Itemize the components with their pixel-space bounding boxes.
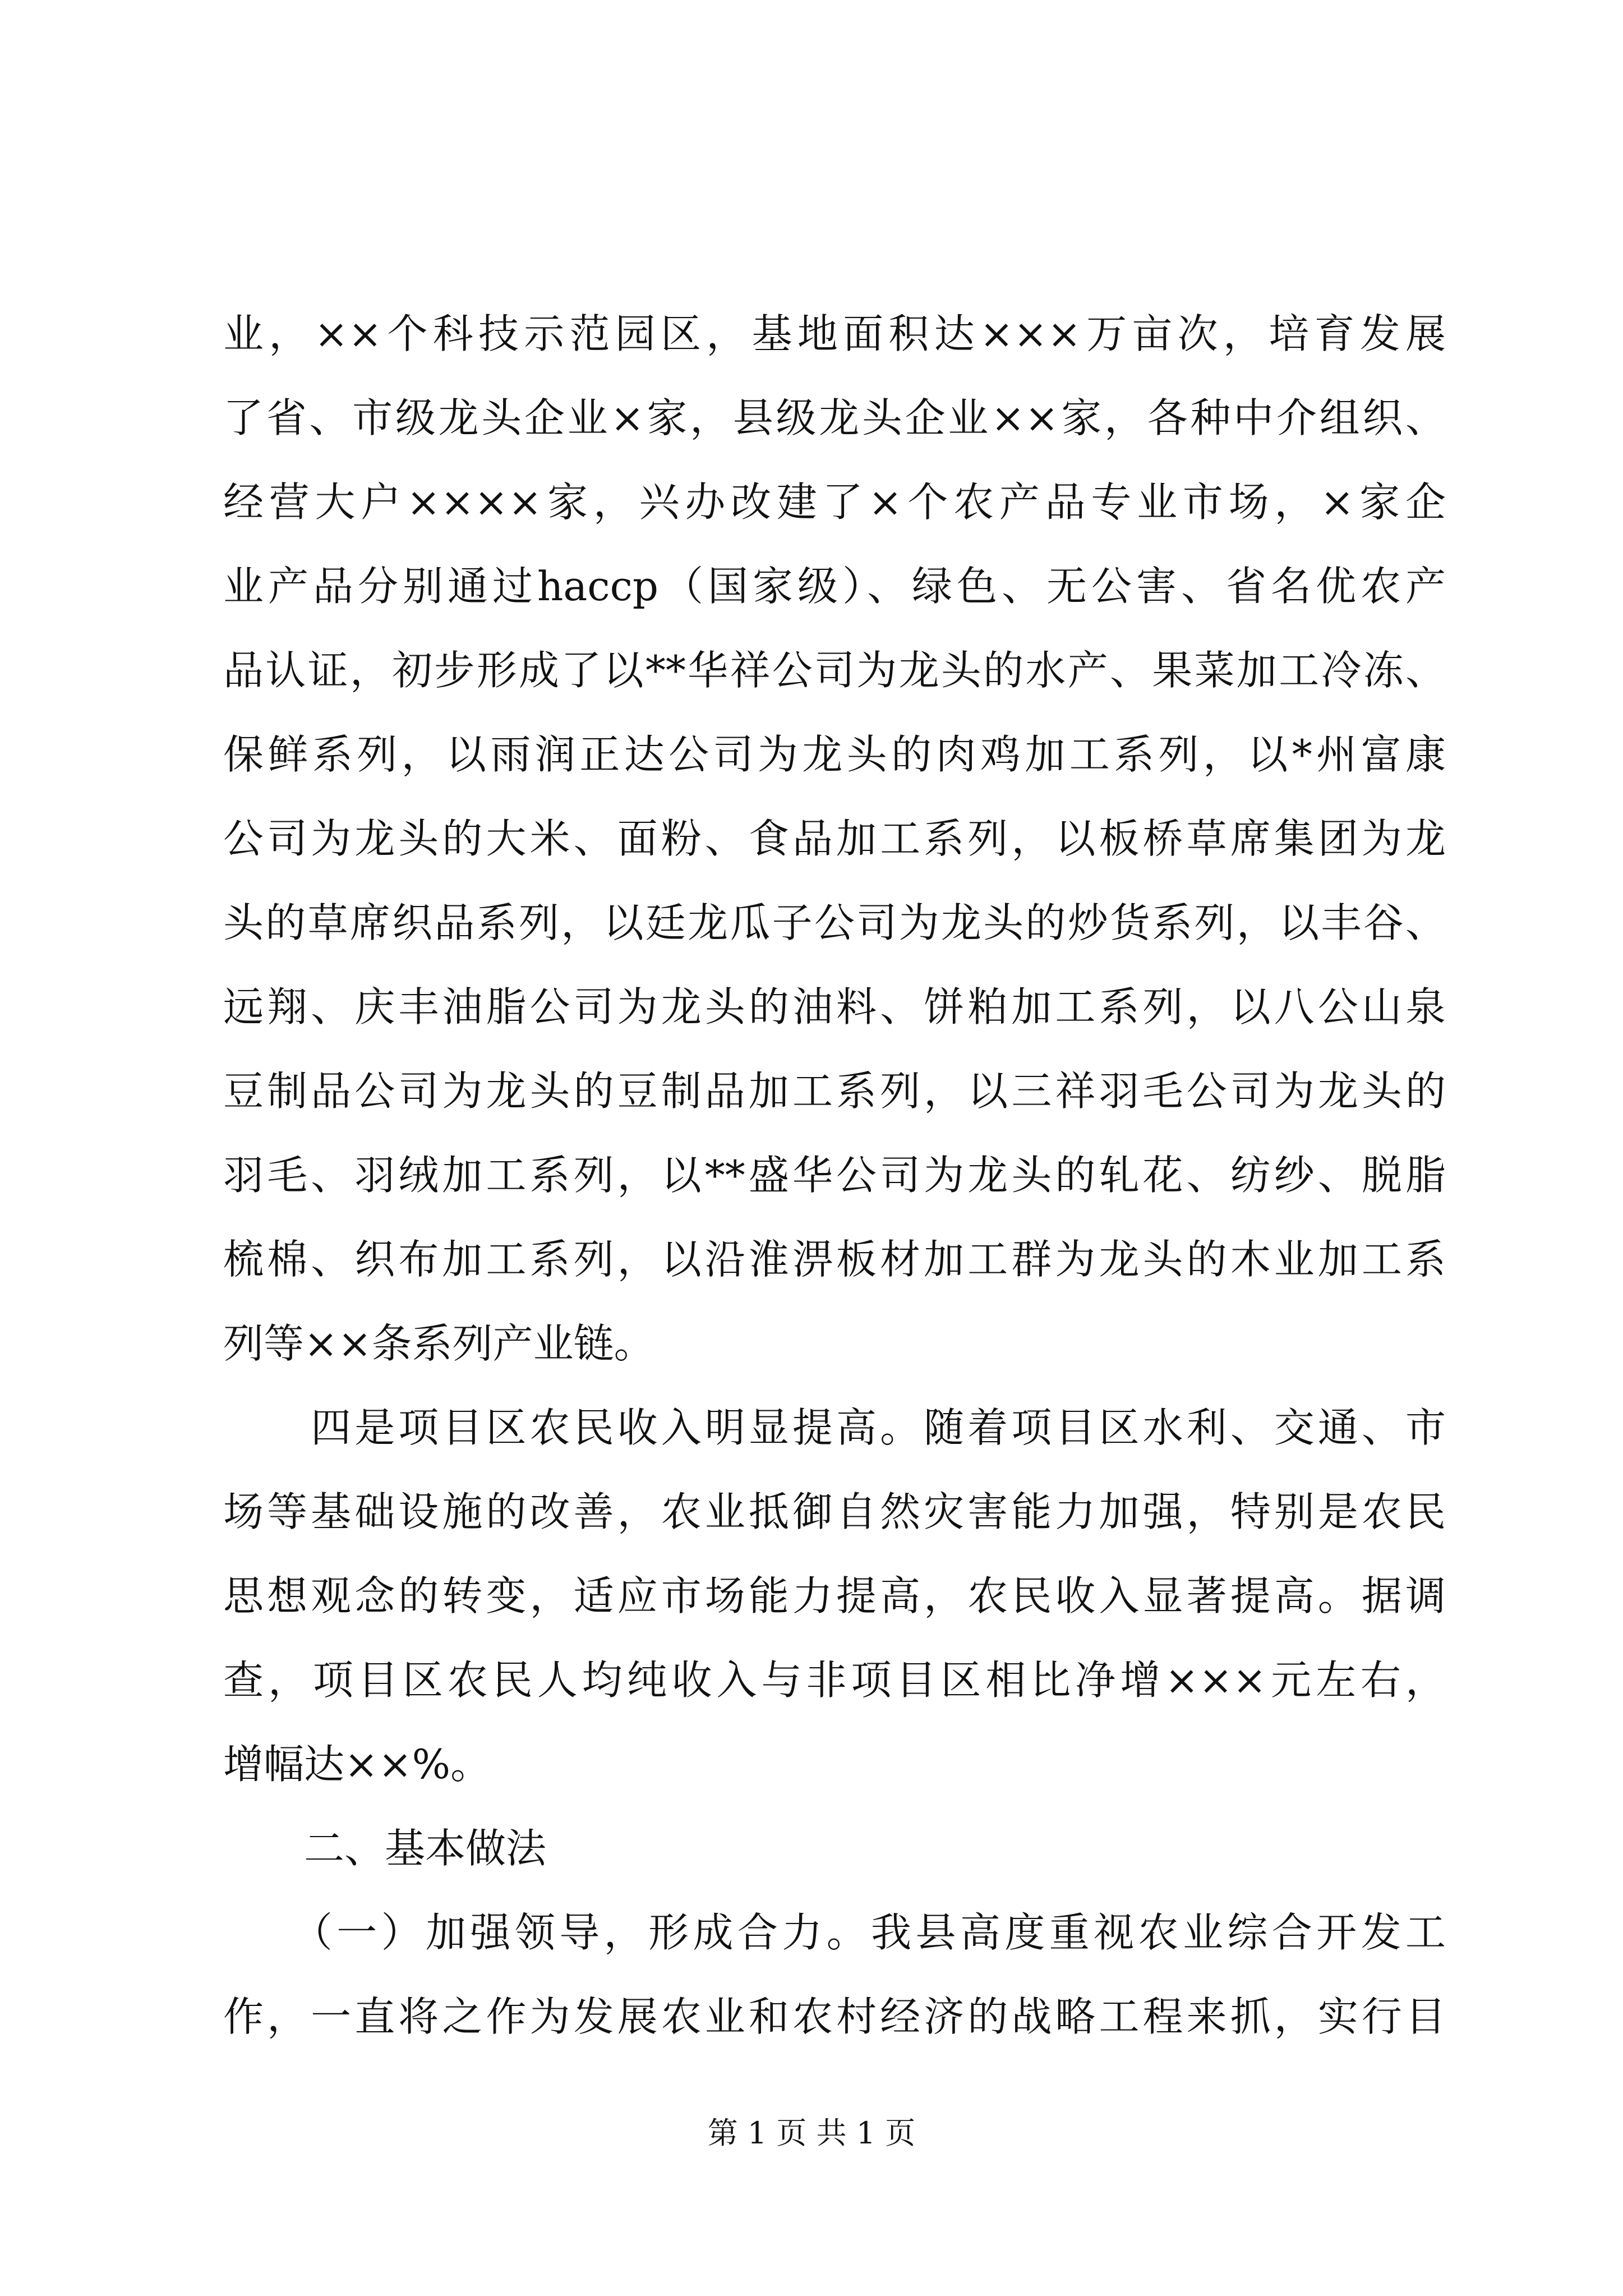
text-line: 品认证，初步形成了以**华祥公司为龙头的水产、果菜加工冷冻、 bbox=[223, 647, 1446, 694]
page-footer: 第 1 页 共 1 页 bbox=[707, 2115, 916, 2151]
text-line: 经营大户××××家，兴办改建了×个农产品专业市场，×家企 bbox=[223, 478, 1446, 526]
text-line: 豆制品公司为龙头的豆制品加工系列，以三祥羽毛公司为龙头的 bbox=[223, 1068, 1446, 1115]
text-line: 场等基础设施的改善，农业抵御自然灾害能力加强，特别是农民 bbox=[223, 1488, 1446, 1535]
text-line: 保鲜系列，以雨润正达公司为龙头的肉鸡加工系列，以*州富康 bbox=[223, 731, 1446, 778]
text-line: （一）加强领导，形成合力。我县高度重视农业综合开发工 bbox=[223, 1909, 1446, 1956]
text-line: 头的草席织品系列，以廷龙瓜子公司为龙头的炒货系列，以丰谷、 bbox=[223, 899, 1446, 946]
text-line: 业产品分别通过haccp（国家级）、绿色、无公害、省名优农产 bbox=[223, 563, 1446, 610]
text-line: 增幅达××%。 bbox=[223, 1741, 491, 1788]
text-line: 列等××条系列产业链。 bbox=[223, 1320, 654, 1367]
text-line: 业，××个科技示范园区，基地面积达×××万亩次，培育发展 bbox=[223, 310, 1446, 357]
text-line: 羽毛、羽绒加工系列，以**盛华公司为龙头的轧花、纺纱、脱脂 bbox=[223, 1152, 1446, 1199]
text-line: 了省、市级龙头企业×家，县级龙头企业××家，各种中介组织、 bbox=[223, 394, 1446, 441]
text-line: 公司为龙头的大米、面粉、食品加工系列，以板桥草席集团为龙 bbox=[223, 815, 1446, 862]
text-line: 四是项目区农民收入明显提高。随着项目区水利、交通、市 bbox=[223, 1404, 1446, 1451]
text-line: 思想观念的转变，适应市场能力提高，农民收入显著提高。据调 bbox=[223, 1572, 1446, 1619]
text-line: 查，项目区农民人均纯收入与非项目区相比净增×××元左右， bbox=[223, 1657, 1446, 1704]
body-text bbox=[223, 292, 1446, 2059]
text-line: 二、基本做法 bbox=[223, 1825, 547, 1872]
text-line: 作，一直将之作为发展农业和农村经济的战略工程来抓，实行目 bbox=[223, 1993, 1446, 2040]
text-line: 远翔、庆丰油脂公司为龙头的油料、饼粕加工系列，以八公山泉 bbox=[223, 983, 1446, 1030]
text-line: 梳棉、织布加工系列，以沿淮淠板材加工群为龙头的木业加工系 bbox=[223, 1236, 1446, 1283]
